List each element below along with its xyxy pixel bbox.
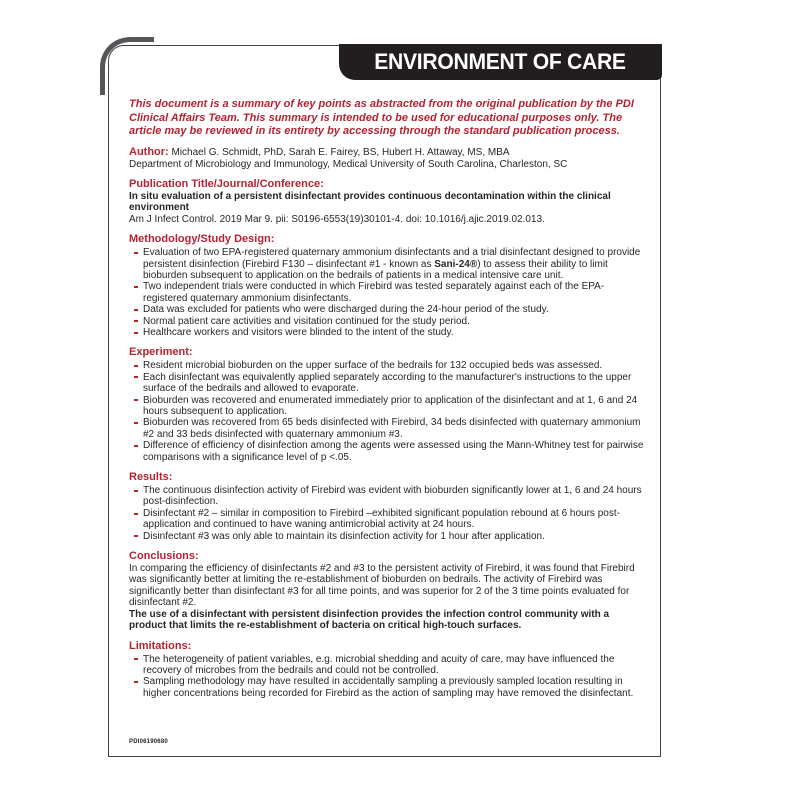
publication-title: In situ evaluation of a persistent disinfectant provides continuous decontamination within the clinical environment [129,190,611,214]
bullet-item [134,281,645,304]
bullet-item [134,327,645,338]
bullet-text: Resident microbial bioburden on the upper surface of the bedrails for 132 occupied beds was assessed. [143,360,603,372]
bullet-marker [134,535,138,537]
experiment-bullet-list [129,360,645,463]
results-heading: Results: [129,471,173,484]
bullet-marker [134,399,138,401]
bullet-text: Difference of efficiency of disinfection among the agents were assessed using the Mann-Whitney test for pairwise comparisons with a significance level of p <.05. [143,440,644,463]
bullet-item [134,485,645,508]
limitations-heading: Limitations: [129,639,192,652]
bullet-text-bold-segment: Sani-24® [434,258,478,270]
conclusions-heading: Conclusions: [129,550,199,563]
bullet-text: Sampling methodology may have resulted in accidentally sampling a previously sampled location resulting in higher concentrations being recorded for Firebird as the action of sampling may have removed the disinfectant. [143,676,634,699]
author-label: Author: [129,145,169,158]
results-bullet-list [129,485,645,542]
header-bar [339,44,662,80]
bullet-item [134,531,645,542]
limitations-section [129,640,645,700]
conclusions-section [129,550,645,631]
bullet-marker [134,309,138,311]
bullet-marker [134,320,138,322]
bullet-marker [134,422,138,424]
bullet-text: Two independent trials were conducted in which Firebird was tested separately against each of the EPA-registered quaternary ammonium disinfectants. [143,281,605,304]
author-names: Michael G. Schmidt, PhD, Sarah E. Fairey, BS, Hubert H. Attaway, MS, MBA [171,146,510,158]
bullet-text-segment: Evaluation of two EPA-registered quaternary ammonium disinfectants and a trial disinfectant designed to provide persistent disinfection (Firebird F130 – disinfectant #1 - known as [143,247,641,270]
methodology-section [129,233,645,338]
bullet-marker [134,445,138,447]
bullet-text: The heterogeneity of patient variables, e.g. microbial shedding and acuity of care, may have influenced the recovery of microbes from the bedrails and could not be controlled. [143,653,615,676]
bullet-marker [134,252,138,254]
bullet-marker [134,286,138,288]
bullet-text: Normal patient care activities and visitation continued for the study period. [143,315,470,327]
bullet-item [134,508,645,531]
bullet-text: Disinfectant #3 was only able to maintain its disinfection activity for 1 hour after application. [143,530,545,542]
experiment-section [129,346,645,463]
publication-citation: Am J Infect Control. 2019 Mar 9. pii: S0196-6553(19)30101-4. doi: 10.1016/j.ajic.2019.02.013. [129,213,545,225]
bullet-item [134,316,645,327]
bullet-text: Bioburden was recovered and enumerated immediately prior to application of the disinfectant and at 1, 6 and 24 hours subsequent to application. [143,394,638,417]
limitations-bullet-list [129,654,645,700]
experiment-heading: Experiment: [129,346,193,359]
bullet-text [143,247,645,281]
bullet-marker [134,513,138,515]
bullet-text: Healthcare workers and visitors were blinded to the intent of the study. [143,326,454,338]
document-card [108,45,661,757]
bullet-text: The continuous disinfection activity of Firebird was evident with bioburden significantly lower at 1, 6 and 24 hours post-disinfection. [143,485,642,508]
bullet-marker [134,658,138,660]
bullet-text: Each disinfectant was equivalently applied separately according to the manufacturer's instructions to the upper surface of the bedrails and allowed to evaporate. [143,371,632,395]
bullet-text-segment: ) to assess their ability to limit bioburden subsequent to application on the bedrails of patients in a medical intensive care unit. [143,258,608,281]
conclusions-body: In comparing the efficiency of disinfectants #2 and #3 to the persistent activity of Firebird, it was found that Firebird was significantly better at limiting the re-establishment of bioburden on bedrails. The activity of Firebird was significantly better than disinfectant #3 for all time points, and was superior for 2 of the 3 time points evaluated for disinfectant #2. [129,563,635,609]
bullet-marker [134,490,138,492]
bullet-text: Bioburden was recovered from 65 beds disinfected with Firebird, 34 beds disinfected with quaternary ammonium #2 and 33 beds disinfected with quaternary ammonium #3. [143,417,641,440]
methodology-bullet-list [129,247,645,338]
bullet-item [134,395,645,418]
author-department: Department of Microbiology and Immunology, Medical University of South Carolina, Charleston, SC [129,158,568,170]
bullet-item [134,304,645,315]
bullet-item [134,654,645,677]
document-code: PDI06190680 [129,739,168,745]
bullet-item [134,676,645,699]
results-section [129,471,645,542]
bullet-marker [134,332,138,334]
bullet-item [134,440,645,463]
methodology-heading: Methodology/Study Design: [129,233,275,246]
bullet-marker [134,365,138,367]
bullet-marker [134,376,138,378]
bullet-text: Data was excluded for patients who were discharged during the 24-hour period of the study. [143,304,549,316]
conclusions-emphasis: The use of a disinfectant with persistent disinfection provides the infection control community with a product that limits the re-establishment of bacteria on critical high-touch surfaces. [129,608,610,632]
bullet-marker [134,681,138,683]
publication-heading: Publication Title/Journal/Conference: [129,177,324,190]
bullet-item [134,417,645,440]
bullet-item [134,372,645,395]
author-section [129,146,645,170]
bullet-text: Disinfectant #2 – similar in composition to Firebird –exhibited significant population rebound at 6 hours post-application and continued to have waning antimicrobial activity at 24 hours. [143,507,620,531]
page-title: ENVIRONMENT OF CARE [374,49,626,75]
author-line [129,146,645,159]
bullet-item [134,360,645,371]
bullet-item [134,247,645,281]
disclaimer-text: This document is a summary of key points as abstracted from the original publication by the PDI Clinical Affairs Team. This summary is intended to be used for educational purposes only. The article may be reviewed in its entirety by accessing through the standard publication process. [129,98,634,137]
publication-section [129,178,645,225]
document-content [109,46,660,699]
